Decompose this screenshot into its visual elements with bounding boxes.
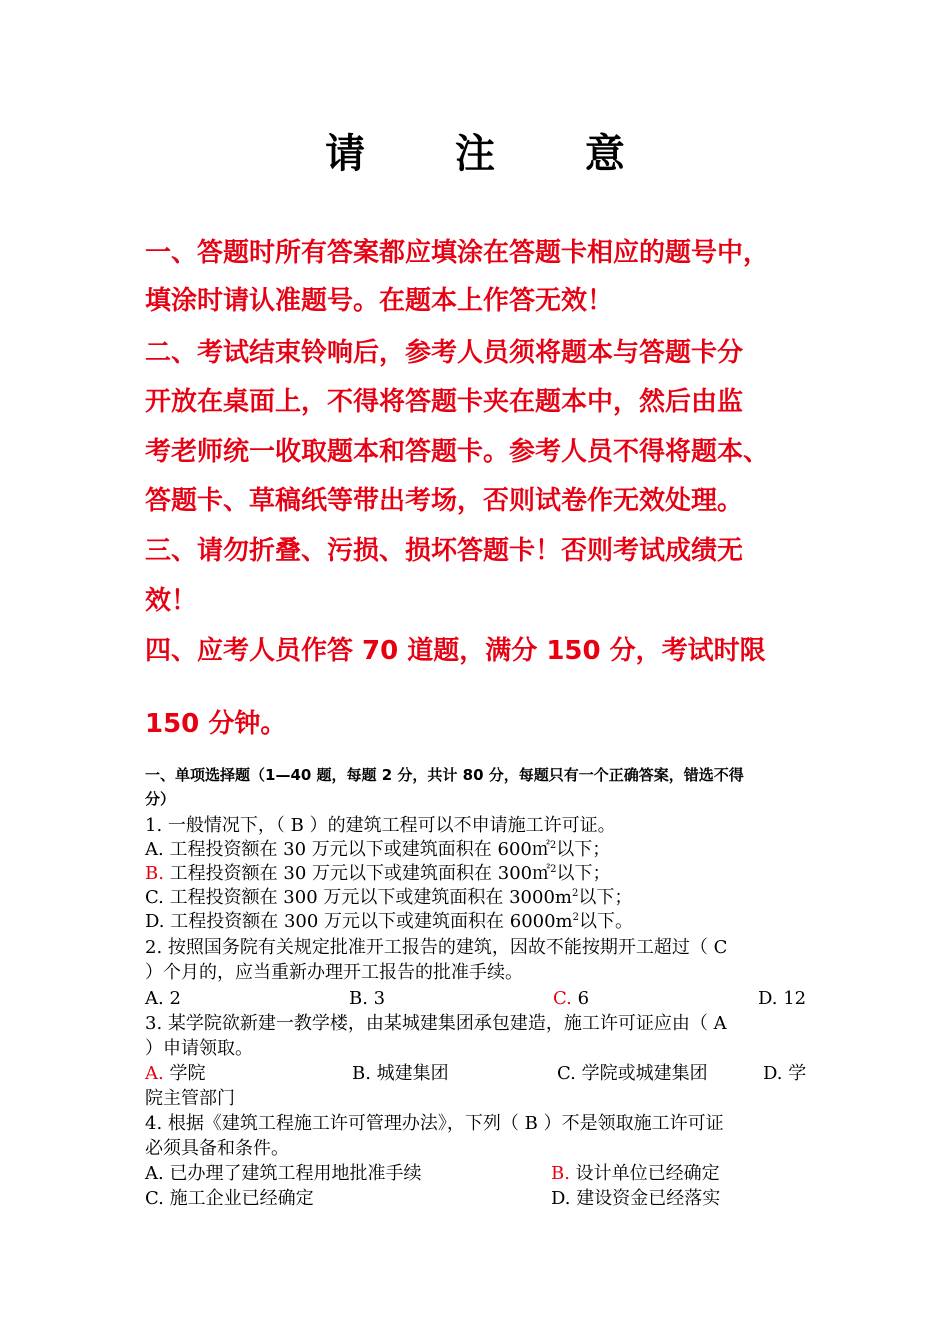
q1-option-c: [145, 886, 632, 910]
notice-line-7: 三、请勿折叠、污损、损坏答题卡！否则考试成绩无: [145, 536, 744, 566]
q3-option-b: B. 城建集团: [352, 1063, 449, 1084]
q4-option-c: C. 施工企业已经确定: [145, 1188, 314, 1209]
q2-option-d: D. 12: [758, 988, 807, 1009]
notice-line-9: 四、应考人员作答 70 道题，满分 150 分，考试时限: [145, 636, 766, 666]
q1-option-c-tail: 以下；: [578, 887, 633, 908]
q3-stem-line-1: 3. 某学院欲新建一教学楼，由某城建集团承包建造，施工许可证应由（ A: [145, 1013, 727, 1034]
notice-line-3: 二、考试结束铃响后，参考人员须将题本与答题卡分: [145, 338, 744, 368]
notice-line-10: 150 分钟。: [145, 709, 287, 739]
notice-line-6: 答题卡、草稿纸等带出考场，否则试卷作无效处理。: [145, 486, 744, 516]
q2-option-b: B. 3: [349, 988, 386, 1009]
q2-option-a: A. 2: [145, 988, 181, 1009]
q1-option-a: [145, 838, 610, 862]
section-heading: [145, 763, 815, 811]
correct-answer-letter: B.: [551, 1163, 570, 1184]
q4-option-a: A. 已办理了建筑工程用地批准手续: [145, 1163, 422, 1184]
q1-option-a-text: A. 工程投资额在 30 万元以下或建筑面积在 600㎡: [145, 839, 550, 860]
notice-line-4: 开放在桌面上，不得将答题卡夹在题本中，然后由监: [145, 387, 744, 417]
q4-option-d: D. 建设资金已经落实: [551, 1188, 721, 1209]
superscript: 2: [572, 912, 580, 923]
q4-stem-line-1: 4. 根据《建筑工程施工许可管理办法》，下列（ B ）不是领取施工许可证: [145, 1113, 724, 1134]
superscript: 2: [550, 864, 557, 875]
notice-line-5: 考老师统一收取题本和答题卡。参考人员不得将题本、: [145, 437, 770, 467]
q3-option-a-text: 学院: [163, 1063, 206, 1084]
notice-line-2: 填涂时请认准题号。在题本上作答无效！: [145, 286, 614, 316]
section-heading-line-2: 分）: [145, 790, 176, 808]
q4-option-b: [551, 1162, 720, 1186]
q2-option-c-text: 6: [571, 988, 590, 1009]
q1-option-b-text: 工程投资额在 30 万元以下或建筑面积在 300㎡: [163, 863, 551, 884]
q1-option-a-tail: 以下；: [556, 839, 611, 860]
page-title: 请 注 意: [325, 131, 663, 177]
q3-stem-line-2: ）申请领取。: [145, 1038, 253, 1059]
q1-option-b: [145, 862, 610, 886]
superscript: 2: [549, 840, 557, 851]
section-heading-line-1: 一、单项选择题（1—40 题，每题 2 分，共计 80 分，每题只有一个正确答案，错选不得: [145, 766, 744, 784]
q1-option-d: [145, 910, 633, 934]
q1-option-b-tail: 以下；: [556, 863, 611, 884]
q3-option-d-continued: 院主管部门: [145, 1088, 235, 1109]
q2-option-c: [553, 987, 589, 1011]
q3-option-d: D. 学: [763, 1063, 807, 1084]
q1-stem: 1. 一般情况下，（ B ）的建筑工程可以不申请施工许可证。: [145, 815, 616, 836]
q1-option-c-text: C. 工程投资额在 300 万元以下或建筑面积在 3000m: [145, 887, 572, 908]
q4-option-b-text: 设计单位已经确定: [569, 1163, 720, 1184]
q2-stem-line-1: 2. 按照国务院有关规定批准开工报告的建筑，因故不能按期开工超过（ C: [145, 937, 728, 958]
notice-line-1: 一、答题时所有答案都应填涂在答题卡相应的题号中，: [145, 238, 770, 268]
notice-line-8: 效！: [145, 586, 198, 616]
correct-answer-letter: C.: [553, 988, 572, 1009]
correct-answer-letter: B.: [145, 863, 164, 884]
q3-option-a: [145, 1062, 205, 1086]
q1-option-d-tail: 以下。: [579, 911, 634, 932]
q2-stem-line-2: ）个月的，应当重新办理开工报告的批准手续。: [145, 962, 523, 983]
q1-option-d-text: D. 工程投资额在 300 万元以下或建筑面积在 6000m: [145, 911, 573, 932]
q4-stem-line-2: 必须具备和条件。: [145, 1138, 289, 1159]
q3-option-c: C. 学院或城建集团: [557, 1063, 708, 1084]
correct-answer-letter: A.: [145, 1063, 164, 1084]
superscript: 2: [571, 888, 579, 899]
